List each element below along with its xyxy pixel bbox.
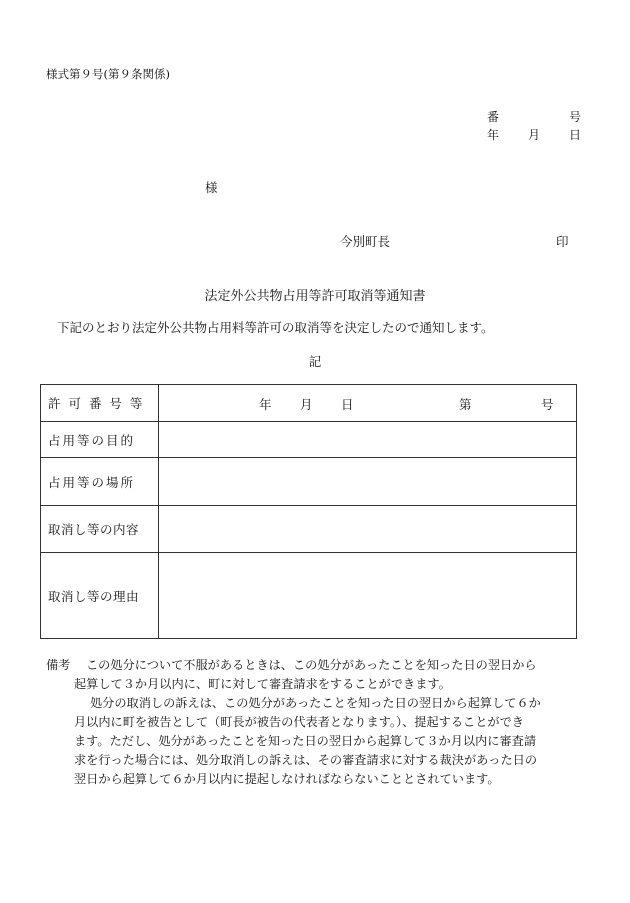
year-label: 年 [487,128,500,142]
lead-text: 下記のとおり法定外公共物占用料等許可の取消等を決定したので通知します。 [57,320,494,335]
cell-month-label: 月 [300,397,313,412]
seal-mark: 印 [556,234,569,249]
cell-dai-label: 第 [459,397,472,412]
date-row [487,126,581,144]
notes-line: 起算して３か月以内に、町に対して審査請求をすることができます。 [74,677,451,691]
row-label: 占用等の目的 [41,422,159,458]
table-row-permit-number [41,385,577,422]
issuer-name: 今別町長 [340,234,391,249]
notes-line: 処分の取消しの訴えは、この処分があったことを知った日の翌日から起算して６か [90,696,541,710]
row-label: 取消し等の理由 [41,553,159,639]
permit-number-cell[interactable] [159,385,577,422]
table-row-reason [41,553,577,639]
notes-heading: 備考 [46,658,71,672]
ki-heading: 記 [308,354,322,369]
addressee-suffix: 様 [205,180,218,195]
cell-day-label: 日 [341,397,354,412]
number-suffix: 号 [569,110,582,124]
number-row [487,108,581,126]
notes-line: この処分について不服があるときは、この処分があったことを知った日の翌日から [86,658,537,672]
document-title: 法定外公共物占用等許可取消等通知書 [204,289,426,304]
content-cell[interactable] [159,506,577,553]
table-row-content [41,506,577,553]
permit-table [40,384,577,639]
day-label: 日 [569,128,582,142]
form-id-label: 様式第９号(第９条関係) [46,67,170,81]
purpose-cell[interactable] [159,422,577,458]
notes-line: 翌日から起算して６か月以内に提起しなければならないこととされています。 [74,772,500,786]
notes-line: 月以内に町を被告として（町長が被告の代表者となります。）、提起することができ [74,715,524,729]
table-row-location [41,458,577,506]
reason-cell[interactable] [159,553,577,639]
row-label: 取消し等の内容 [41,506,159,553]
cell-go-label: 号 [541,397,554,412]
number-label: 番 [487,110,500,124]
row-label: 許 可 番 号 等 [41,385,159,422]
month-label: 月 [528,128,541,142]
number-date-block [487,108,581,144]
table-row-purpose [41,422,577,458]
notes-section [46,656,591,789]
location-cell[interactable] [159,458,577,506]
row-label: 占用等の場所 [41,458,159,506]
notes-line: 求を行った場合には、処分取消しの訴えは、その審査請求に対する裁決があった日の [74,753,538,767]
notes-line: ます。ただし、処分があったことを知った日の翌日から起算して３か月以内に審査請 [74,734,537,748]
cell-year-label: 年 [259,397,272,412]
